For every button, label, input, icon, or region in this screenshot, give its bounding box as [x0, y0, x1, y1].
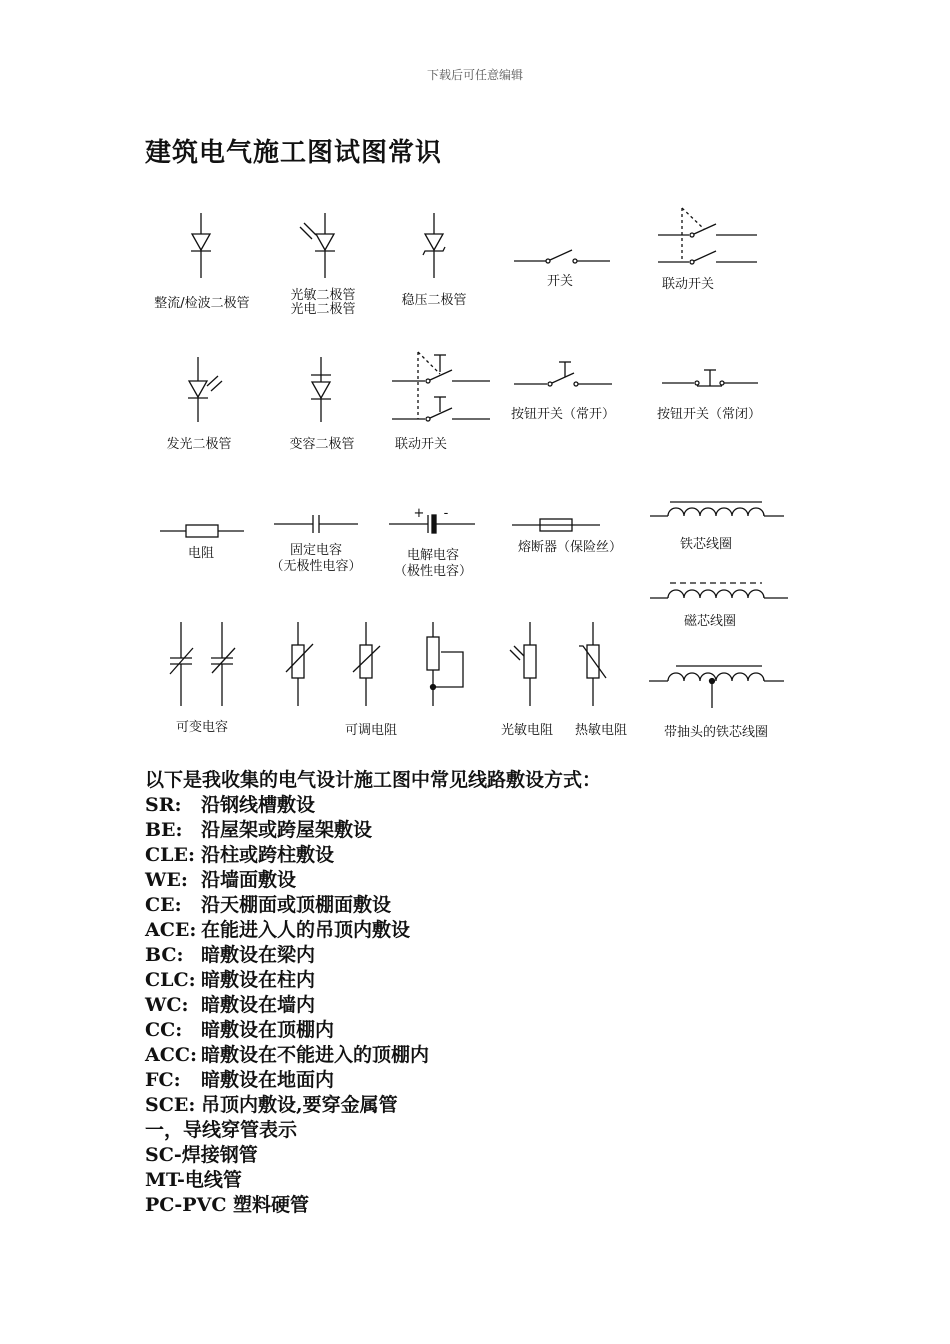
linked-switch-2-symbol: [392, 352, 490, 421]
varactor-symbol: [311, 357, 331, 422]
page-title: 建筑电气施工图试图常识: [145, 138, 443, 168]
variable-capacitor-symbol: [170, 622, 235, 706]
method-code: BC:: [145, 944, 184, 966]
method-desc: 沿柱或跨柱敷设: [201, 844, 335, 866]
method-desc: 暗敷设在不能进入的顶棚内: [201, 1044, 430, 1066]
method-row: [145, 818, 885, 843]
label-magnetic-core-coil: 磁芯线圈: [683, 614, 737, 629]
method-desc: 沿天棚面或顶棚面敷设: [201, 894, 392, 916]
pipe-item: PC-PVC 塑料硬管: [145, 1194, 310, 1216]
method-row: [145, 793, 885, 818]
method-row: [145, 843, 885, 868]
method-desc: 沿屋架或跨屋架敷设: [201, 819, 373, 841]
section-title: 一，导线穿管表示: [145, 1119, 298, 1141]
iron-core-coil-symbol: [650, 502, 784, 516]
label-electrolytic-capacitor: 电解电容: [406, 548, 460, 563]
label-linked-switch-2: 联动开关: [394, 437, 448, 452]
method-row: [145, 993, 885, 1018]
thermistor-symbol: [579, 622, 606, 706]
wiring-methods-section: [145, 768, 885, 1218]
label-led: 发光二极管: [166, 437, 232, 452]
label-photo-diode: 光敏二极管: [290, 288, 356, 303]
method-desc: 沿钢线槽敷设: [201, 794, 316, 816]
method-desc: 暗敷设在地面内: [201, 1069, 335, 1091]
method-desc: 暗敷设在墙内: [201, 994, 316, 1016]
label-adjustable-resistor: 可调电阻: [344, 723, 398, 738]
photo-diode-symbol: [300, 213, 335, 278]
method-desc: 在能进入人的吊顶内敷设: [201, 919, 411, 941]
label-polarity-plus: +: [413, 506, 425, 521]
method-row: [145, 1093, 885, 1118]
method-row: [145, 1043, 885, 1068]
method-row: [145, 1068, 885, 1093]
method-row: [145, 918, 885, 943]
pipe-item: MT-电线管: [145, 1169, 242, 1191]
method-desc: 吊顶内敷设,要穿金属管: [201, 1094, 398, 1116]
method-code: ACE:: [145, 919, 197, 941]
label-fuse: 熔断器（保险丝）: [517, 540, 623, 555]
method-code: CE:: [145, 894, 182, 916]
magnetic-core-coil-symbol: [650, 583, 788, 598]
pipe-item: SC-焊接钢管: [145, 1144, 258, 1166]
fixed-capacitor-symbol: [274, 515, 358, 533]
method-desc: 暗敷设在顶棚内: [201, 1019, 335, 1041]
linked-switch-symbol: [658, 208, 757, 264]
label-push-button-no: 按钮开关（常开）: [510, 407, 616, 422]
method-desc: 暗敷设在柱内: [201, 969, 316, 991]
method-code: CC:: [145, 1019, 183, 1041]
label-thermistor: 热敏电阻: [574, 723, 628, 738]
led-symbol: [188, 357, 222, 422]
method-code: SR:: [145, 794, 182, 816]
label-iron-core-coil: 铁芯线圈: [679, 537, 733, 552]
push-button-nc-symbol: [662, 370, 758, 386]
label-polarity-minus: -: [443, 506, 449, 521]
method-row: [145, 868, 885, 893]
fuse-symbol: [512, 519, 600, 531]
method-code: CLC:: [145, 969, 196, 991]
method-row: [145, 968, 885, 993]
photo-resistor-symbol: [510, 622, 536, 706]
method-code: BE:: [145, 819, 183, 841]
method-code: SCE:: [145, 1094, 196, 1116]
rectifier-diode-symbol: [191, 213, 211, 278]
method-code: WC:: [145, 994, 189, 1016]
label-resistor: 电阻: [187, 546, 215, 561]
method-code: ACC:: [145, 1044, 197, 1066]
method-code: CLE:: [145, 844, 195, 866]
label-switch: 开关: [546, 274, 574, 289]
method-code: FC:: [145, 1069, 181, 1091]
label-tapped-iron-core-coil: 带抽头的铁芯线圈: [663, 725, 769, 740]
methods-intro: 以下是我收集的电气设计施工图中常见线路敷设方式：: [145, 769, 602, 791]
label-linked-switch: 联动开关: [661, 277, 715, 292]
resistor-symbol: [160, 525, 244, 537]
tapped-iron-core-coil-symbol: [649, 666, 784, 708]
label-fixed-capacitor: 固定电容: [289, 543, 343, 558]
adjustable-resistor-symbol: [286, 622, 463, 706]
method-row: [145, 1018, 885, 1043]
page-header-note: 下载后可任意编辑: [426, 68, 523, 82]
method-desc: 沿墙面敷设: [201, 869, 297, 891]
label-photo-resistor: 光敏电阻: [500, 723, 554, 738]
label-photo-electric-diode: 光电二极管: [290, 302, 356, 317]
label-variable-capacitor: 可变电容: [175, 720, 229, 735]
electrolytic-capacitor-symbol: [389, 515, 475, 533]
label-rectifier-diode: 整流/检波二极管: [154, 296, 250, 311]
label-polar-capacitor: （极性电容）: [393, 564, 473, 579]
method-row: [145, 943, 885, 968]
zener-diode-symbol: [423, 213, 445, 278]
method-desc: 暗敷设在梁内: [201, 944, 316, 966]
label-zener-diode: 稳压二极管: [401, 293, 467, 308]
push-button-no-symbol: [514, 362, 612, 386]
label-varactor: 变容二极管: [289, 437, 355, 452]
method-code: WE:: [145, 869, 188, 891]
switch-symbol: [514, 250, 610, 263]
label-push-button-nc: 按钮开关（常闭）: [656, 407, 762, 422]
method-row: [145, 893, 885, 918]
label-non-polar-capacitor: （无极性电容）: [270, 559, 362, 574]
